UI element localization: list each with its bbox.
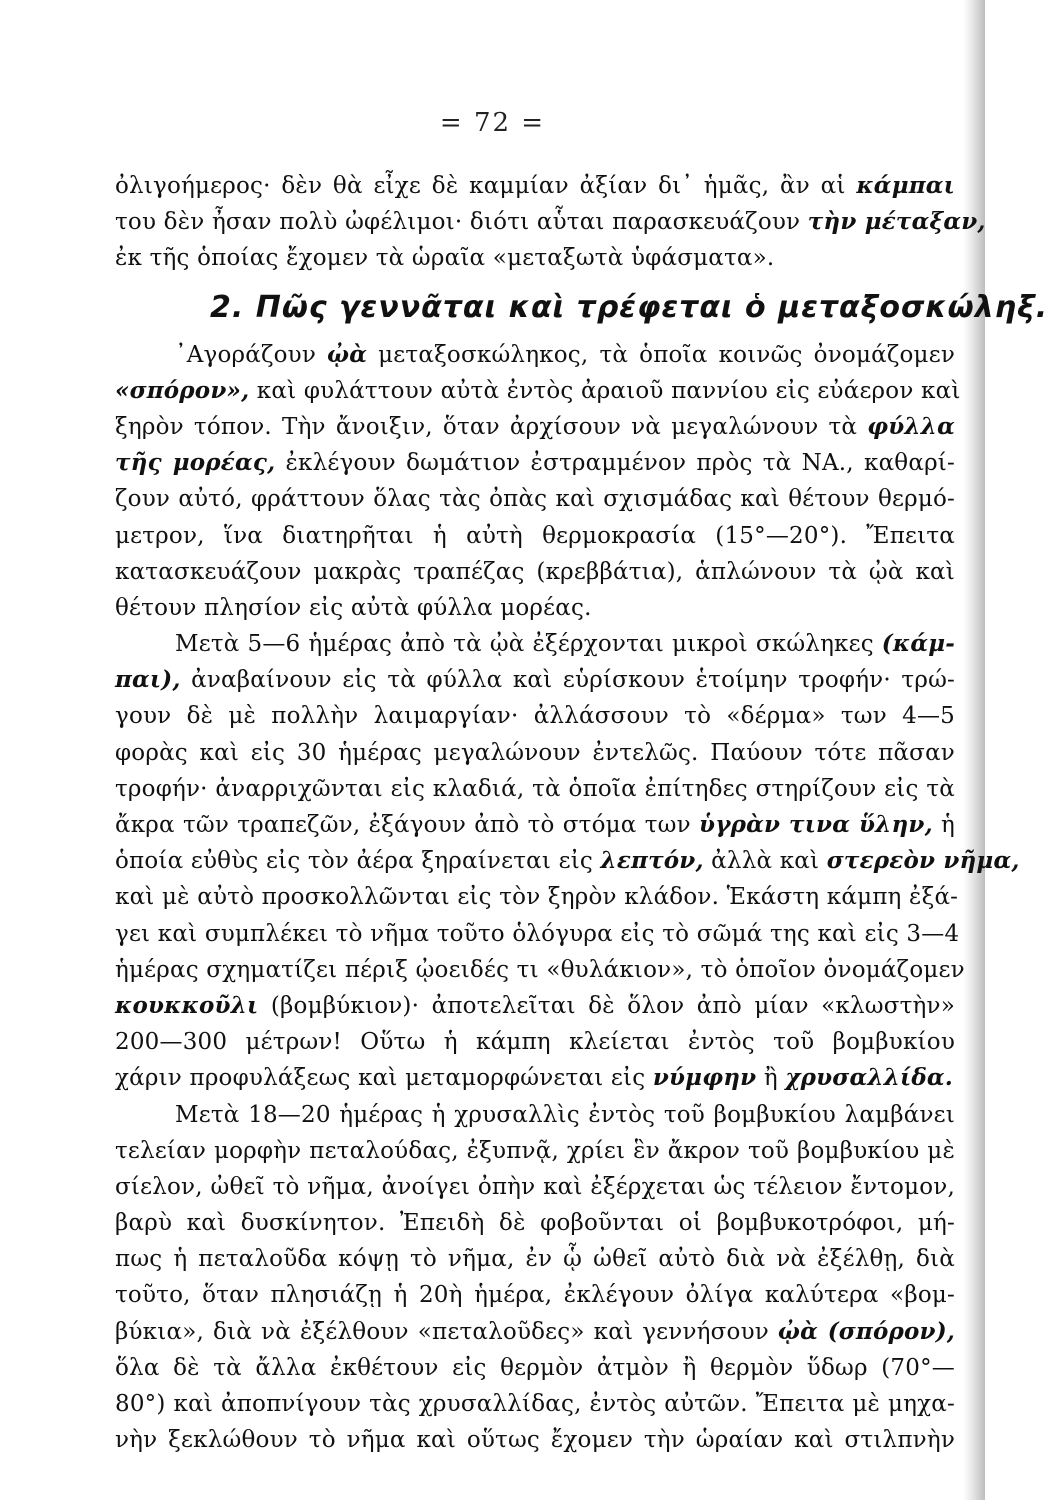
text-line (115, 409, 955, 445)
text-run: ἄκρα τῶν τραπεζῶν, ἐξάγουν ἀπὸ τὸ στόμα των (115, 812, 700, 838)
body-paragraphs (115, 337, 1020, 1459)
emphasized-term: τὴν μέταξαν, (807, 208, 986, 236)
emphasized-term: φύλλα (867, 412, 955, 440)
text-line (115, 1386, 955, 1422)
emphasized-term: στερεὸν νῆμα, (826, 847, 1020, 875)
text-run: χάριν προφυλάξεως καὶ μεταμορφώνεται εἰς (115, 1065, 653, 1092)
text-run: γουν δὲ μὲ πολλὴν λαιμαργίαν· ἀλλάσσουν τὸ «δέρμα» των 4—5 (115, 703, 955, 730)
text-line (115, 204, 986, 240)
text-line (115, 1205, 955, 1241)
text-line (115, 1422, 955, 1458)
text-run: θέτουν πλησίον εἰς αὐτὰ φύλλα μορέας. (115, 594, 592, 621)
text-run: μεταξοσκώληκος, τὰ ὁποῖα κοινῶς ὀνομάζομεν (367, 341, 955, 368)
text-run: ἀλλὰ καὶ (703, 848, 827, 875)
text-run: ἀναβαίνουν εἰς τὰ φύλλα καὶ εὑρίσκουν ἑτοίμην τροφήν· τρώ- (180, 667, 955, 694)
text-line (115, 590, 955, 626)
text-line (115, 952, 965, 988)
page-number: = 72 = (439, 108, 546, 138)
text-line (115, 662, 955, 698)
text-line (115, 1133, 955, 1169)
text-line (115, 1169, 955, 1205)
page-text (115, 168, 1048, 1458)
text-run: τοῦτο, ὅταν πλησιάζῃ ἡ 20ὴ ἡμέρα, ἐκλέγουν ὀλίγα καλύτερα «βομ- (115, 1282, 955, 1309)
text-line (115, 843, 1020, 879)
text-run: ὁποία εὐθὺς εἰς τὸν ἀέρα ξηραίνεται εἰς (115, 848, 601, 875)
text-run: βαρὺ καὶ δυσκίνητον. Ἐπειδὴ δὲ φοβοῦνται οἱ βομβυκοτρόφοι, μή- (115, 1210, 955, 1237)
text-run: μετρον, ἵνα διατηρῆται ἡ αὐτὴ θερμοκρασία (15°—20°). Ἔπειτα (115, 522, 955, 549)
text-line (115, 518, 955, 554)
text-run: ζουν αὐτό, φράττουν ὅλας τὰς ὀπὰς καὶ σχισμάδας καὶ θέτουν θερμό- (115, 486, 955, 513)
text-line (115, 168, 955, 204)
text-run: σίελον, ὠθεῖ τὸ νῆμα, ἀνοίγει ὀπὴν καὶ ἐξέρχεται ὡς τέλειον ἔντομον, (115, 1173, 955, 1200)
text-line (115, 1060, 955, 1096)
text-line (115, 1314, 955, 1350)
text-line (115, 626, 955, 662)
text-run: (βομβύκιον)· ἀποτελεῖται δὲ ὅλον ἀπὸ μίαν «κλωστὴν» (258, 992, 955, 1019)
text-line (115, 698, 955, 734)
emphasized-term: χρυσαλλίδα. (785, 1064, 953, 1092)
text-line (115, 1241, 955, 1277)
text-run: γει καὶ συμπλέκει τὸ νῆμα τοῦτο ὁλόγυρα εἰς τὸ σῶμά της καὶ εἰς 3—4 (115, 920, 960, 947)
text-line (115, 807, 955, 843)
emphasized-term: κουκκοῦλι (115, 991, 259, 1019)
text-line (115, 337, 955, 373)
text-run: ᾿Αγοράζουν (175, 341, 328, 368)
text-line (115, 1024, 955, 1060)
text-line (115, 771, 955, 807)
text-line (115, 554, 955, 590)
text-run: ἡμέρας σχηματίζει πέριξ ᾠοειδές τι «θυλάκιον», τὸ ὁποῖον ὀνομάζομεν (115, 956, 965, 983)
text-run: νὴν ξεκλώθουν τὸ νῆμα καὶ οὕτως ἔχομεν τὴν ὡραίαν καὶ στιλπνὴν (115, 1427, 955, 1454)
text-run: φορὰς καὶ εἰς 30 ἡμέρας μεγαλώνουν ἐντελῶς. Παύουν τότε πᾶσαν (115, 739, 955, 766)
text-line (115, 481, 955, 517)
text-line (115, 988, 955, 1024)
emphasized-term: ᾠὰ (327, 340, 368, 368)
text-run: καὶ μὲ αὐτὸ προσκολλῶνται εἰς τὸν ξηρὸν κλάδον. Ἑκάστη κάμπη ἐξά- (115, 884, 959, 911)
text-run: ἡ (932, 812, 955, 838)
emphasized-term: παι), (115, 666, 181, 694)
text-line (115, 1350, 955, 1386)
text-run: ἐκ τῆς ὁποίας ἔχομεν τὰ ὡραῖα «μεταξωτὰ ὑφάσματα». (115, 245, 775, 272)
emphasized-term: νύμφην (652, 1064, 757, 1092)
text-line (115, 373, 961, 409)
text-line (115, 916, 960, 952)
text-run: ὅλα δὲ τὰ ἄλλα ἐκθέτουν εἰς θερμὸν ἀτμὸν ἢ θερμὸν ὕδωρ (70°— (115, 1354, 955, 1381)
text-line (115, 1277, 955, 1313)
text-line (115, 445, 955, 481)
text-run: τελείαν μορφὴν πεταλούδας, ἐξυπνᾷ, χρίει ἓν ἄκρον τοῦ βομβυκίου μὲ (115, 1137, 955, 1164)
text-run: του δὲν ἦσαν πολὺ ὠφέλιμοι· διότι αὗται παρασκευάζουν (115, 209, 808, 236)
text-run: Μετὰ 5—6 ἡμέρας ἀπὸ τὰ ᾠὰ ἐξέρχονται μικροὶ σκώληκες (175, 631, 882, 658)
emphasized-term: τῆς μορέας, (115, 449, 276, 477)
text-line (115, 735, 955, 771)
emphasized-term: λεπτόν, (600, 847, 704, 875)
text-line (115, 240, 955, 276)
text-run: ξηρὸν τόπον. Τὴν ἄνοιξιν, ὅταν ἀρχίσουν νὰ μεγαλώνουν τὰ (115, 413, 868, 440)
emphasized-term: «σπόρον», (115, 376, 250, 404)
text-run: κατασκευάζουν μακρὰς τραπέζας (κρεββάτια), ἁπλώνουν τὰ ᾠὰ καὶ (115, 558, 955, 585)
text-run: 80°) καὶ ἀποπνίγουν τὰς χρυσαλλίδας, ἐντὸς αὐτῶν. Ἔπειτα μὲ μηχα- (115, 1391, 955, 1417)
intro-paragraph (115, 168, 986, 277)
emphasized-term: ὑγρὰν τινα ὕλην, (699, 811, 933, 838)
text-run: ὀλιγοήμερος· δὲν θὰ εἶχε δὲ καμμίαν ἀξίαν δι᾽ ἡμᾶς, ἂν αἱ (115, 173, 857, 199)
text-run: καὶ φυλάττουν αὐτὰ ἐντὸς ἀραιοῦ παννίου εἰς εὐάερον καὶ (249, 377, 961, 404)
emphasized-term: κάμπαι (856, 172, 955, 199)
emphasized-term: ᾠὰ (σπόρον), (777, 1317, 955, 1345)
text-line (115, 879, 959, 915)
text-run: πως ἡ πεταλοῦδα κόψῃ τὸ νῆμα, ἐν ᾧ ὠθεῖ αὐτὸ διὰ νὰ ἐξέλθῃ, διὰ (115, 1246, 955, 1273)
text-run: ἐκλέγουν δωμάτιον ἐστραμμένον πρὸς τὰ ΝΑ., καθαρί- (275, 450, 955, 477)
text-run: Μετὰ 18—20 ἡμέρας ἡ χρυσαλλὶς ἐντὸς τοῦ βομβυκίου λαμβάνει (175, 1101, 955, 1128)
text-run: τροφήν· ἀναρριχῶνται εἰς κλαδιά, τὰ ὁποῖα ἐπίτηδες στηρίζουν εἰς τὰ (115, 775, 955, 802)
text-run: ἢ (756, 1065, 786, 1092)
text-run: 200—300 μέτρων! Οὕτω ἡ κάμπη κλείεται ἐντὸς τοῦ βομβυκίου (115, 1029, 955, 1056)
section-heading: 2. Πῶς γεννᾶται καὶ τρέφεται ὁ μεταξοσκώληξ. (210, 289, 1048, 325)
emphasized-term: (κάμ- (881, 630, 955, 658)
text-line (115, 1097, 955, 1133)
text-run: βύκια», διὰ νὰ ἐξέλθουν «πεταλοῦδες» καὶ γεννήσουν (115, 1318, 778, 1345)
